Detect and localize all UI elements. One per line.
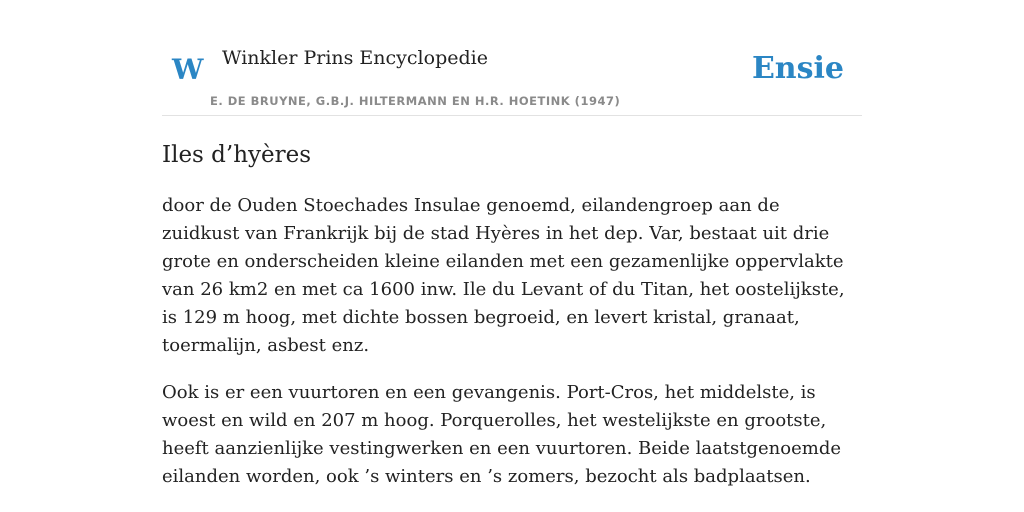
article-paragraph-1: door de Ouden Stoechades Insulae genoemd, eilandengroep aan de zuidkust van Frankrijk bij de stad Hyères in het dep. Var, bestaat uit drie grote en onderscheiden kleine eilanden met een gezamenlijke oppervlakte van 26 km2 en met ca 1600 inw. Ile du Levant of du Titan, het oostelijkste, is 129 m hoog, met dichte bossen begroeid, en levert kristal, granaat, toermalijn, asbest enz.	[162, 195, 845, 356]
article-paragraph-2: Ook is er een vuurtoren en een gevangenis. Port-Cros, het middelste, is woest en wild en 207 m hoog. Porquerolles, het westelijkste en grootste, heeft aanzienlijke vestingwerken en een vuurtoren. Beide laatstgenoemde eilanden worden, ook ’s winters en ’s zomers, bezocht als badplaatsen.	[162, 382, 841, 487]
winkler-prins-logo[interactable]: W	[172, 53, 204, 86]
ensie-brand-logo[interactable]: Ensie	[751, 51, 844, 86]
publication-authors: E. DE BRUYNE, G.B.J. HILTERMANN EN H.R. HOETINK (1947)	[210, 94, 621, 108]
article-title: Iles d’hyères	[162, 142, 312, 168]
publication-title[interactable]: Winkler Prins Encyclopedie	[222, 47, 488, 69]
article	[162, 136, 862, 491]
header	[162, 0, 862, 116]
